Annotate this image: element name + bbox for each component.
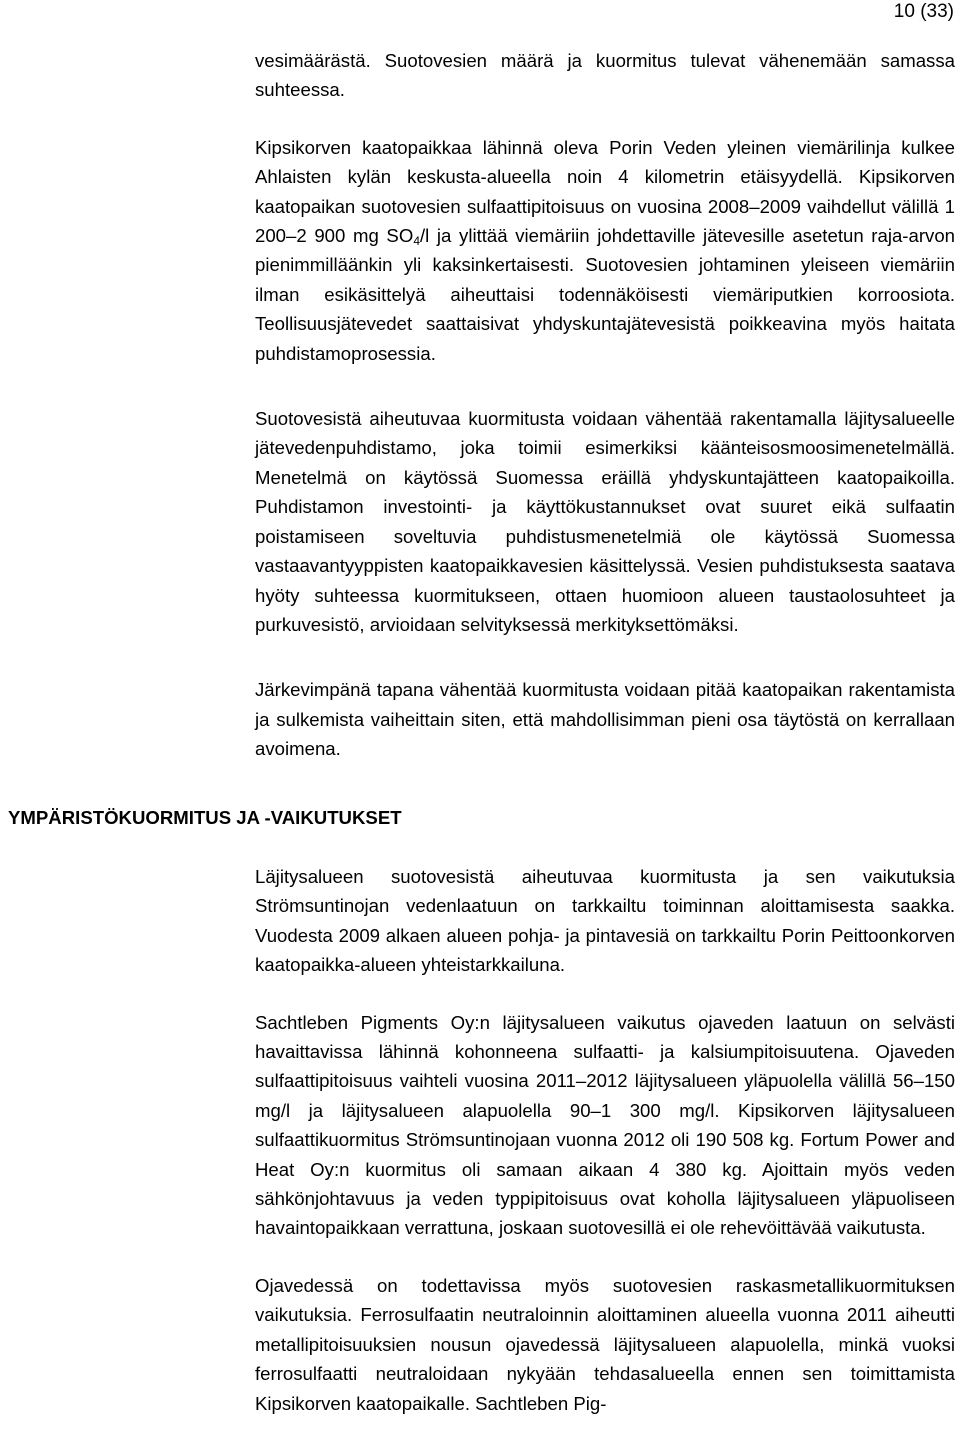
paragraph-env-3: Ojavedessä on todettavissa myös suotovesien raskasmetallikuormituksen vaikutuksia. Ferrosulfaatin neutraloinnin aloittaminen alueella vuonna 2011 aiheutti metallipitoisuuksien nousun ojavedessä läjitysalueen alapuolella, minkä vuoksi ferrosulfaatti neutraloidaan nykyään tehdasalueella ennen sen toimittamista Kipsikorven kaatopaikalle. Sachtleben Pig- xyxy=(255,1274,955,1414)
paragraph-env-2: Sachtleben Pigments Oy:n läjitysalueen vaikutus ojaveden laatuun on selvästi havaittavissa lähinnä kohonneena sulfaatti- ja kalsiumpitoisuutena. Ojaveden sulfaattipitoisuus vaihteli vuosina 2011–2012 läjitysalueen yläpuolella välillä 56–150 mg/l ja läjitysalueen alapuolella 90–1 300 mg/l. Kipsikorven läjitysalueen sulfaattikuormitus Strömsuntinojaan vuonna 2012 oli 190 508 kg. Fortum Power and Heat Oy:n kuormitus oli samaan aikaan 4 380 kg. Ajoittain myös veden sähkönjohtavuus ja veden typpipitoisuus ovat koholla läjitysalueen yläpuoliseen havaintopaikkaan verrattuna, joskaan suotovesillä ei ole rehevöittävää vaikutusta. xyxy=(255,1011,955,1239)
paragraph-intro-2-text-b: /l ja ylittää viemäriin johdettaville jätevesille asetetun raja-arvon pienimmilläänkin yli kaksinkertaisesti. Suotovesien johtaminen yleiseen viemäriin ilman esikäsittelyä aiheuttaisi todennäköisesti viemäriputkien korroosiota. Teollisuusjätevedet saattaisivat yhdyskuntajätevesistä poikkeavina myös haitata puhdistamoprosessia. xyxy=(255,225,955,364)
paragraph-intro-2 xyxy=(255,133,955,368)
paragraph-intro-3: Suotovesistä aiheutuvaa kuormitusta voidaan vähentää rakentamalla läjitysalueelle jätevedenpuhdistamo, joka toimii esimerkiksi käänteisosmoosimenetelmällä. Menetelmä on käytössä Suomessa eräillä yhdyskuntajätteen kaatopaikoilla. Puhdistamon investointi- ja käyttökustannukset ovat suuret eikä sulfaatin poistamiseen soveltuvia puhdistusmenetelmiä ole käytössä Suomessa vastaavantyyppisten kaatopaikkavesien käsittelyssä. Vesien puhdistuksesta saatava hyöty suhteessa kuormitukseen, ottaen huomioon alueen taustaolosuhteet ja purkuvesistö, arvioidaan selvityksessä merkityksettömäksi. xyxy=(255,408,955,635)
intro-section xyxy=(255,46,955,792)
sulfate-subscript: 4 xyxy=(413,234,420,249)
paragraph-intro-1: vesimäärästä. Suotovesien määrä ja kuormitus tulevat vähenemään samassa suhteessa. xyxy=(255,50,955,101)
paragraph-intro-2-text-a: Kipsikorven kaatopaikkaa lähinnä oleva Porin Veden yleinen viemärilinja kulkee Ahlaisten kylän keskusta-alueella noin 4 kilometrin etäisyydellä. Kipsikorven kaatopaikan suotovesien sulfaattipitoisuus on vuosina 2008–2009 vaihdellut välillä 1 200–2 900 mg SO xyxy=(255,136,955,247)
paragraph-intro-4: Järkevimpänä tapana vähentää kuormitusta voidaan pitää kaatopaikan rakentamista ja sulkemista vaiheittain siten, että mahdollisimman pieni osa täytöstä on kerrallaan avoimena. xyxy=(255,679,955,760)
paragraph-env-1: Läjitysalueen suotovesistä aiheutuvaa kuormitusta ja sen vaikutuksia Strömsuntinojan vedenlaatuun on tarkkailtu toiminnan aloittamisesta saakka. Vuodesta 2009 alkaen alueen pohja- ja pintavesiä on tarkkailtu Porin Peittoonkorven kaatopaikka-alueen yhteistarkkailuna. xyxy=(255,866,955,976)
section-heading: YMPÄRISTÖKUORMITUS JA -VAIKUTUKSET xyxy=(8,807,402,828)
page-number: 10 (33) xyxy=(893,1,954,22)
environment-section xyxy=(255,862,955,1446)
